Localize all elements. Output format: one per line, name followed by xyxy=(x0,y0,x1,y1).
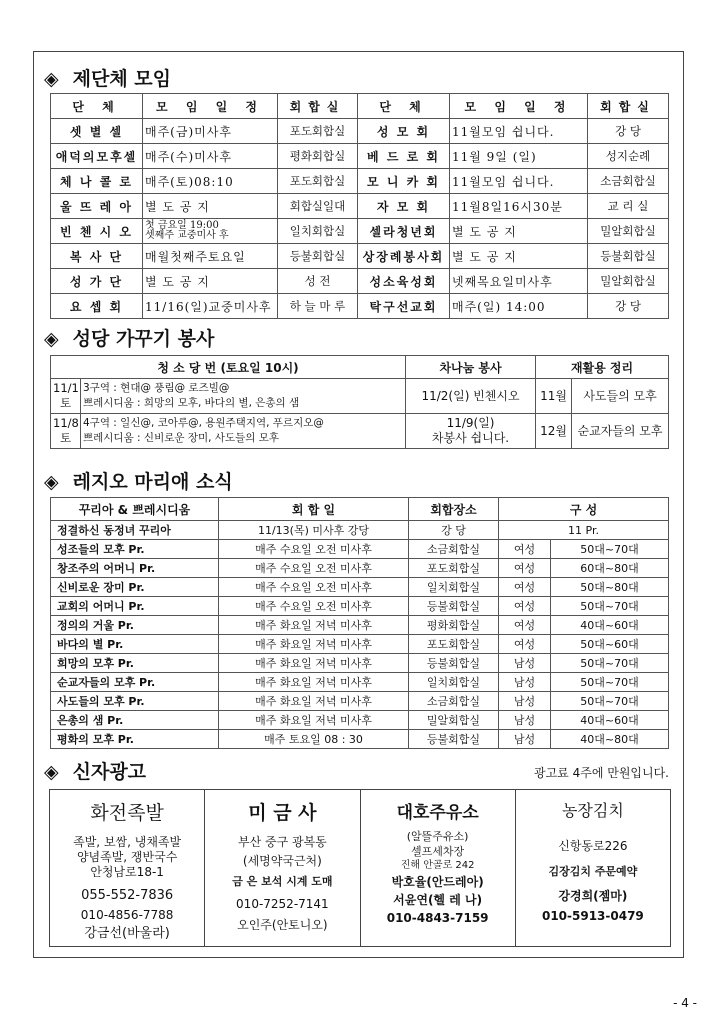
ad-title: 화전족발 xyxy=(90,802,164,824)
meetings-cell: 울 뜨 레 아 xyxy=(51,194,143,219)
ad-bold-line: 금 은 보석 시계 도매 xyxy=(232,875,333,888)
meetings-row xyxy=(51,194,669,219)
section-title-cleaning: ◈ 성당 가꾸기 봉사 xyxy=(44,328,215,350)
legio-age: 50대~70대 xyxy=(551,540,669,559)
legio-name: 바다의 별 Pr. xyxy=(51,635,219,654)
ad-phone: 010-4843-7159 xyxy=(386,911,489,925)
legio-name: 교회의 어머니 Pr. xyxy=(51,597,219,616)
legio-day: 매주 화요일 저녁 미사후 xyxy=(219,654,409,673)
legio-gender: 여성 xyxy=(499,540,551,559)
legio-day: 매주 토요일 08 : 30 xyxy=(219,730,409,749)
ad-line: 진해 안골로 242 xyxy=(400,860,475,871)
ad-contact: 강금선(바울라) xyxy=(84,926,170,941)
ad-bold-line: 김장김치 주문예약 xyxy=(548,865,638,878)
ad-line: (알뜰주유소) xyxy=(406,830,469,843)
legio-header-name: 꾸리아 & 쁘레시디움 xyxy=(51,498,219,521)
meetings-cell: 탁구선교회 xyxy=(358,294,450,319)
diamond-icon: ◈ xyxy=(44,68,59,90)
legio-name: 순교자들의 모후 Pr. xyxy=(51,673,219,692)
meetings-cell: 셋 별 셀 xyxy=(51,119,143,144)
legio-row xyxy=(51,578,669,597)
meetings-cell: 별 도 공 지 xyxy=(450,244,588,269)
meetings-header-cell: 단 체 xyxy=(51,94,143,119)
ad-migeum xyxy=(205,790,360,946)
legio-age: 60대~80대 xyxy=(551,559,669,578)
meetings-cell: 매주(금)미사후 xyxy=(143,119,278,144)
cleaning-tea: 11/2(일) 빈첸시오 xyxy=(406,379,536,414)
ad-title: 미 금 사 xyxy=(248,802,317,824)
ad-line: 족발, 보쌈, 냉채족발 xyxy=(73,835,182,849)
legio-table xyxy=(50,497,669,749)
meetings-cell: 성지순례 xyxy=(588,144,669,169)
meetings-cell: 자 모 회 xyxy=(358,194,450,219)
legio-row xyxy=(51,711,669,730)
meetings-row xyxy=(51,244,669,269)
ad-title: 농장김치 xyxy=(561,801,624,820)
meetings-cell: 체 나 콜 로 xyxy=(51,169,143,194)
meetings-cell: 11/16(일)교중미사후 xyxy=(143,294,278,319)
legio-gender: 남성 xyxy=(499,692,551,711)
legio-row xyxy=(51,616,669,635)
legio-name: 창조주의 어머니 Pr. xyxy=(51,559,219,578)
legio-day: 매주 화요일 저녁 미사후 xyxy=(219,616,409,635)
legio-place: 등불회합실 xyxy=(409,597,499,616)
meetings-cell: 넷째목요일미사후 xyxy=(450,269,588,294)
meetings-cell: 첫 금요일 19:00 셋째주 교중미사 후 xyxy=(143,219,278,244)
legio-row xyxy=(51,559,669,578)
cleaning-row xyxy=(51,414,669,449)
legio-name: 성조들의 모후 Pr. xyxy=(51,540,219,559)
cleaning-header-duty: 청 소 당 번 (토요일 10시) xyxy=(51,356,406,379)
legio-place: 일치회합실 xyxy=(409,578,499,597)
legio-header-composition: 구 성 xyxy=(499,498,669,521)
legio-header-place: 회합장소 xyxy=(409,498,499,521)
ad-hwajeon xyxy=(50,790,205,946)
cleaning-header-recycle: 재활용 정리 xyxy=(536,356,669,379)
meetings-row xyxy=(51,119,669,144)
cleaning-recycle: 순교자들의 모후 xyxy=(572,414,669,449)
meetings-table xyxy=(50,93,669,319)
ad-name: 서윤연(헬 레 나) xyxy=(393,893,483,907)
legio-place: 소금회합실 xyxy=(409,692,499,711)
legio-place: 포도회합실 xyxy=(409,559,499,578)
cleaning-areas: 3구역 : 현대@ 풍림@ 로즈빌@ 쁘레시디움 : 희망의 모후, 바다의 별, 은총의 샘 xyxy=(81,379,406,414)
meetings-cell: 강 당 xyxy=(588,119,669,144)
ad-nongjang xyxy=(516,790,670,946)
legio-day: 매주 화요일 저녁 미사후 xyxy=(219,673,409,692)
cleaning-month: 11월 xyxy=(536,379,572,414)
ad-contact: 오인주(안토니오) xyxy=(237,918,328,932)
ad-contact: 강경희(젬마) xyxy=(558,889,628,903)
legio-age: 40대~60대 xyxy=(551,711,669,730)
meetings-cell: 일치회합실 xyxy=(278,219,358,244)
meetings-cell: 밀알회합실 xyxy=(588,269,669,294)
legio-day: 매주 수요일 오전 미사후 xyxy=(219,597,409,616)
legio-name: 정결하신 동정녀 꾸리아 xyxy=(51,521,219,540)
ad-line: 신항동로226 xyxy=(558,839,628,853)
diamond-icon: ◈ xyxy=(44,761,59,783)
cleaning-areas: 4구역 : 일신@, 코아루@, 용원주택지역, 푸르지오@ 쁘레시디움 : 신비로운 장미, 사도들의 모후 xyxy=(81,414,406,449)
legio-name: 평화의 모후 Pr. xyxy=(51,730,219,749)
legio-name: 은총의 샘 Pr. xyxy=(51,711,219,730)
meetings-cell: 포도회합실 xyxy=(278,169,358,194)
meetings-cell: 11월8일16시30분 xyxy=(450,194,588,219)
meetings-cell: 성 가 단 xyxy=(51,269,143,294)
legio-row xyxy=(51,654,669,673)
legio-place: 평화회합실 xyxy=(409,616,499,635)
legio-place: 소금회합실 xyxy=(409,540,499,559)
meetings-cell: 복 사 단 xyxy=(51,244,143,269)
legio-row xyxy=(51,635,669,654)
legio-row xyxy=(51,673,669,692)
legio-gender: 여성 xyxy=(499,597,551,616)
legio-gender: 여성 xyxy=(499,616,551,635)
meetings-header-cell: 회합실 xyxy=(588,94,669,119)
meetings-cell: 애덕의모후셀 xyxy=(51,144,143,169)
meetings-cell: 11월 9일 (일) xyxy=(450,144,588,169)
legio-count: 11 Pr. xyxy=(499,521,669,540)
meetings-cell: 상장례봉사회 xyxy=(358,244,450,269)
diamond-icon: ◈ xyxy=(44,328,59,350)
meetings-header-cell: 단 체 xyxy=(358,94,450,119)
legio-row xyxy=(51,730,669,749)
cleaning-recycle: 사도들의 모후 xyxy=(572,379,669,414)
meetings-cell: 강 당 xyxy=(588,294,669,319)
legio-gender: 남성 xyxy=(499,730,551,749)
legio-age: 50대~80대 xyxy=(551,578,669,597)
meetings-cell: 성 전 xyxy=(278,269,358,294)
meetings-cell: 매주(일) 14:00 xyxy=(450,294,588,319)
section-title-groups: ◈ 제단체 모임 xyxy=(44,68,172,90)
ad-phone: 010-4856-7788 xyxy=(80,908,174,922)
meetings-cell: 매주(토)08:10 xyxy=(143,169,278,194)
meetings-cell: 별 도 공 지 xyxy=(450,219,588,244)
meetings-row xyxy=(51,219,669,244)
legio-day: 매주 수요일 오전 미사후 xyxy=(219,559,409,578)
section-title-legio: ◈ 레지오 마리애 소식 xyxy=(44,471,233,493)
meetings-row xyxy=(51,144,669,169)
meetings-cell: 셀라청년회 xyxy=(358,219,450,244)
ads-fee-note: 광고료 4주에 만원입니다. xyxy=(534,766,669,780)
meetings-cell: 모 니 카 회 xyxy=(358,169,450,194)
meetings-header-cell: 모 임 일 정 xyxy=(143,94,278,119)
legio-place: 밀알회합실 xyxy=(409,711,499,730)
ads-box xyxy=(49,789,671,947)
meetings-cell: 성소육성회 xyxy=(358,269,450,294)
meetings-row xyxy=(51,169,669,194)
ad-name: 박호율(안드레아) xyxy=(391,875,484,889)
legio-day: 매주 수요일 오전 미사후 xyxy=(219,540,409,559)
ad-title: 대호주유소 xyxy=(396,803,479,823)
legio-age: 40대~60대 xyxy=(551,616,669,635)
cleaning-header-tea: 차나눔 봉사 xyxy=(406,356,536,379)
legio-gender: 남성 xyxy=(499,673,551,692)
legio-row xyxy=(51,521,669,540)
legio-row xyxy=(51,540,669,559)
legio-name: 사도들의 모후 Pr. xyxy=(51,692,219,711)
meetings-header-cell: 회합실 xyxy=(278,94,358,119)
cleaning-date: 11/1 토 xyxy=(51,379,81,414)
meetings-cell: 하 늘 마 루 xyxy=(278,294,358,319)
ad-line: 양념족발, 쟁반국수 xyxy=(76,850,178,864)
legio-gender: 여성 xyxy=(499,559,551,578)
legio-name: 희망의 모후 Pr. xyxy=(51,654,219,673)
legio-day: 매주 화요일 저녁 미사후 xyxy=(219,711,409,730)
ad-line: 부산 중구 광복동 xyxy=(237,835,327,849)
legio-day: 매주 화요일 저녁 미사후 xyxy=(219,635,409,654)
legio-gender: 남성 xyxy=(499,654,551,673)
meetings-cell: 평화회합실 xyxy=(278,144,358,169)
ad-line: 안청남로18-1 xyxy=(90,865,164,879)
meetings-header-row xyxy=(51,94,669,119)
meetings-cell: 별 도 공 지 xyxy=(143,194,278,219)
meetings-cell: 등불회합실 xyxy=(588,244,669,269)
legio-age: 50대~70대 xyxy=(551,597,669,616)
meetings-cell: 별 도 공 지 xyxy=(143,269,278,294)
cleaning-row xyxy=(51,379,669,414)
meetings-cell: 매주(수)미사후 xyxy=(143,144,278,169)
meetings-cell: 요 셉 회 xyxy=(51,294,143,319)
meetings-cell: 빈 첸 시 오 xyxy=(51,219,143,244)
legio-name: 신비로운 장미 Pr. xyxy=(51,578,219,597)
meetings-header-cell: 모 임 일 정 xyxy=(450,94,588,119)
meetings-cell: 등불회합실 xyxy=(278,244,358,269)
legio-day: 11/13(목) 미사후 강당 xyxy=(219,521,409,540)
legio-row xyxy=(51,597,669,616)
legio-place: 등불회합실 xyxy=(409,654,499,673)
ad-phone: 010-5913-0479 xyxy=(541,909,644,923)
legio-day: 매주 수요일 오전 미사후 xyxy=(219,578,409,597)
legio-age: 50대~70대 xyxy=(551,692,669,711)
cleaning-header-row xyxy=(51,356,669,379)
meetings-cell: 11월모임 쉽니다. xyxy=(450,119,588,144)
legio-place: 일치회합실 xyxy=(409,673,499,692)
legio-row xyxy=(51,692,669,711)
meetings-row xyxy=(51,294,669,319)
meetings-cell: 회합실일대 xyxy=(278,194,358,219)
ad-line: 셀프세차장 xyxy=(411,845,465,858)
legio-gender: 여성 xyxy=(499,578,551,597)
ad-daeho xyxy=(361,790,516,946)
meetings-cell: 11월모임 쉽니다. xyxy=(450,169,588,194)
legio-header-row xyxy=(51,498,669,521)
meetings-cell: 성 모 회 xyxy=(358,119,450,144)
meetings-cell: 매월첫째주토요일 xyxy=(143,244,278,269)
legio-age: 50대~70대 xyxy=(551,673,669,692)
legio-age: 50대~60대 xyxy=(551,635,669,654)
legio-name: 정의의 거울 Pr. xyxy=(51,616,219,635)
meetings-cell: 소금회합실 xyxy=(588,169,669,194)
meetings-row xyxy=(51,269,669,294)
legio-day: 매주 화요일 저녁 미사후 xyxy=(219,692,409,711)
ad-phone: 010-7252-7141 xyxy=(236,897,329,911)
section-title-ads: ◈ 신자광고 xyxy=(44,761,147,783)
meetings-cell: 밀알회합실 xyxy=(588,219,669,244)
ad-line: (세명약국근처) xyxy=(242,854,322,868)
diamond-icon: ◈ xyxy=(44,471,59,493)
legio-age: 50대~70대 xyxy=(551,654,669,673)
ad-phone: 055-552-7836 xyxy=(81,888,174,903)
legio-gender: 여성 xyxy=(499,635,551,654)
legio-place: 등불회합실 xyxy=(409,730,499,749)
cleaning-date: 11/8 토 xyxy=(51,414,81,449)
page-number: - 4 - xyxy=(673,996,697,1010)
legio-place: 강 당 xyxy=(409,521,499,540)
cleaning-tea: 11/9(일) 차봉사 쉽니다. xyxy=(406,414,536,449)
legio-age: 40대~80대 xyxy=(551,730,669,749)
meetings-cell: 포도회합실 xyxy=(278,119,358,144)
legio-gender: 남성 xyxy=(499,711,551,730)
legio-header-day: 회 합 일 xyxy=(219,498,409,521)
meetings-cell: 교 리 실 xyxy=(588,194,669,219)
meetings-cell: 베 드 로 회 xyxy=(358,144,450,169)
cleaning-table xyxy=(50,355,669,449)
cleaning-month: 12월 xyxy=(536,414,572,449)
legio-place: 포도회합실 xyxy=(409,635,499,654)
